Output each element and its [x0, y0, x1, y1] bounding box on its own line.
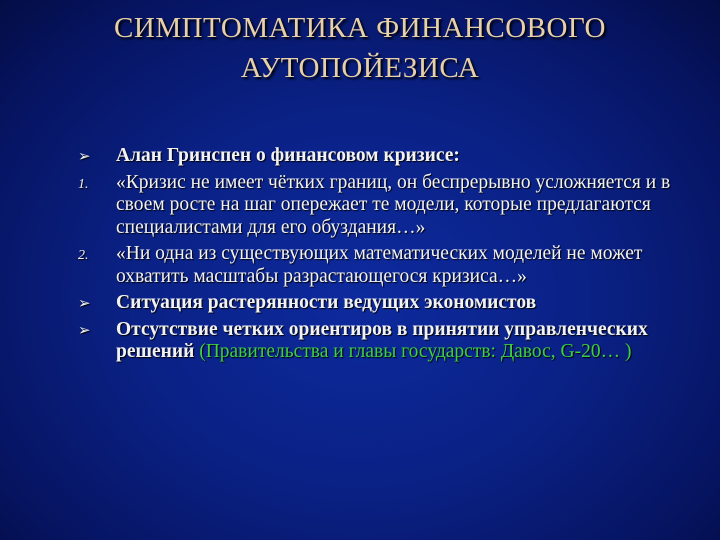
list-item-note: (Правительства и главы государств: Давос, G-20… ) — [194, 341, 632, 362]
arrow-bullet-icon: ➢ — [78, 322, 91, 339]
bullet-list — [78, 145, 678, 368]
list-item-text: «Кризис не имеет чётких границ, он беспрерывно усложняется и в своем росте на шаг опережает те модели, которые предлагаются специалистами для его обуздания…» — [116, 171, 671, 238]
list-item-text: Отсутствие четких ориентиров в принятии управленческих решений — [116, 318, 648, 362]
list-item-text: Алан Гринспен о финансовом кризисе: — [116, 145, 460, 166]
title-line-1: СИМПТОМАТИКА ФИНАНСОВОГО — [114, 12, 606, 44]
list-item-quote-2 — [78, 243, 678, 288]
list-item-confusion — [78, 292, 678, 315]
number-marker: 1. — [78, 176, 89, 192]
title-line-2: АУТОПОЙЕЗИСА — [240, 52, 480, 84]
list-item-quote-1 — [78, 172, 678, 240]
arrow-bullet-icon: ➢ — [78, 149, 91, 165]
slide-title — [0, 8, 720, 88]
list-item-text: Ситуация растерянности ведущих экономистов — [116, 292, 537, 313]
list-item-text: «Ни одна из существующих математических моделей не может охватить масштабы разрастающегося кризиса…» — [116, 243, 643, 287]
arrow-bullet-icon: ➢ — [78, 296, 91, 312]
number-marker: 2. — [78, 248, 89, 263]
list-item-greenspan — [78, 145, 678, 168]
list-item-guidelines — [78, 319, 678, 364]
